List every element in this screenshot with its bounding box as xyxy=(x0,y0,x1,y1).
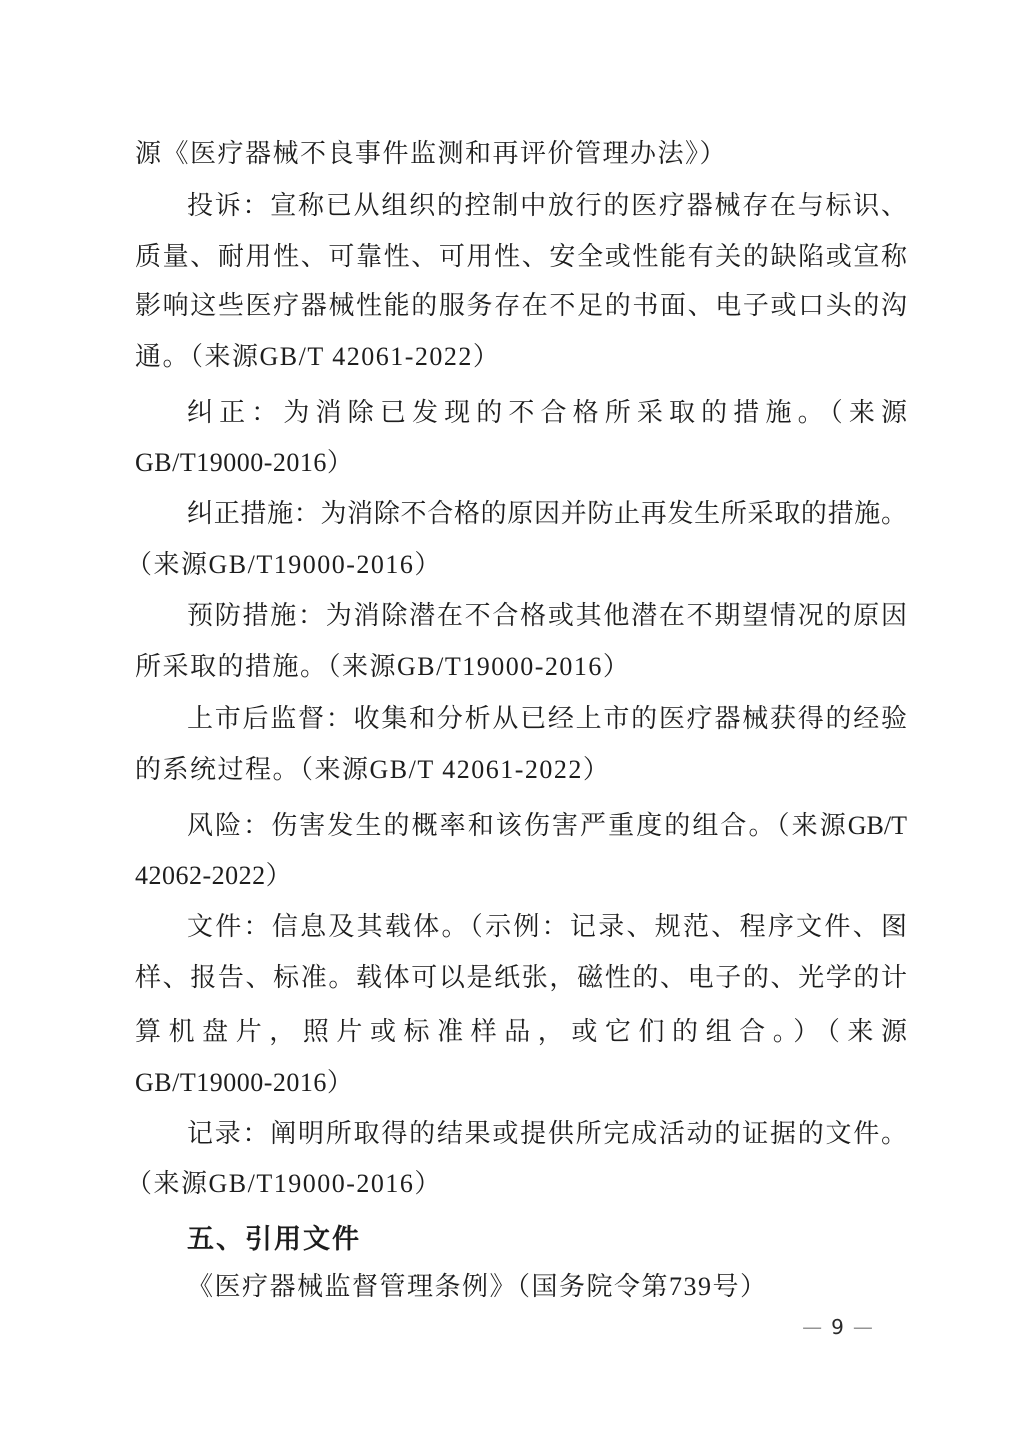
text-line: 纠正：为消除已发现的不合格所采取的措施。（来源 xyxy=(187,398,907,427)
text-line: GB/T19000-2016） xyxy=(135,1068,354,1097)
text-line: （来源GB/T19000-2016） xyxy=(126,550,442,579)
text-line: 记录：阐明所取得的结果或提供所完成活动的证据的文件。 xyxy=(187,1119,907,1148)
text-line: 通。（来源GB/T 42061-2022） xyxy=(135,342,501,371)
page-number-dash: — xyxy=(852,1315,873,1339)
page-number-value: 9 xyxy=(831,1315,844,1339)
page-number-dash: — xyxy=(802,1315,823,1339)
text-line: GB/T19000-2016） xyxy=(135,448,354,477)
reference-line: 《医疗器械监督管理条例》（国务院令第739号） xyxy=(187,1272,768,1301)
text-line: 所采取的措施。（来源GB/T19000-2016） xyxy=(135,652,631,681)
text-line: 42062-2022） xyxy=(135,861,293,890)
text-line: 纠正措施：为消除不合格的原因并防止再发生所采取的措施。 xyxy=(187,499,907,528)
page-number xyxy=(790,1312,885,1342)
section-heading: 五、引用文件 xyxy=(187,1224,361,1254)
text-line: 预防措施：为消除潜在不合格或其他潜在不期望情况的原因 xyxy=(187,601,907,630)
text-line: （来源GB/T19000-2016） xyxy=(126,1169,442,1198)
text-line: 源《医疗器械不良事件监测和再评价管理办法》） xyxy=(135,139,728,168)
text-line: 风险：伤害发生的概率和该伤害严重度的组合。（来源GB/T xyxy=(187,811,907,840)
text-line: 算机盘片，照片或标准样品，或它们的组合。）（来源 xyxy=(135,1017,907,1046)
text-line: 样、报告、标准。载体可以是纸张，磁性的、电子的、光学的计 xyxy=(135,963,907,992)
text-line: 影响这些医疗器械性能的服务存在不足的书面、电子或口头的沟 xyxy=(135,291,907,320)
text-line: 的系统过程。（来源GB/T 42061-2022） xyxy=(135,755,611,784)
text-line: 质量、耐用性、可靠性、可用性、安全或性能有关的缺陷或宣称 xyxy=(135,242,907,271)
text-line: 上市后监督：收集和分析从已经上市的医疗器械获得的经验 xyxy=(187,704,907,733)
text-line: 文件：信息及其载体。（示例：记录、规范、程序文件、图 xyxy=(187,912,907,941)
text-line: 投诉：宣称已从组织的控制中放行的医疗器械存在与标识、 xyxy=(187,191,907,220)
